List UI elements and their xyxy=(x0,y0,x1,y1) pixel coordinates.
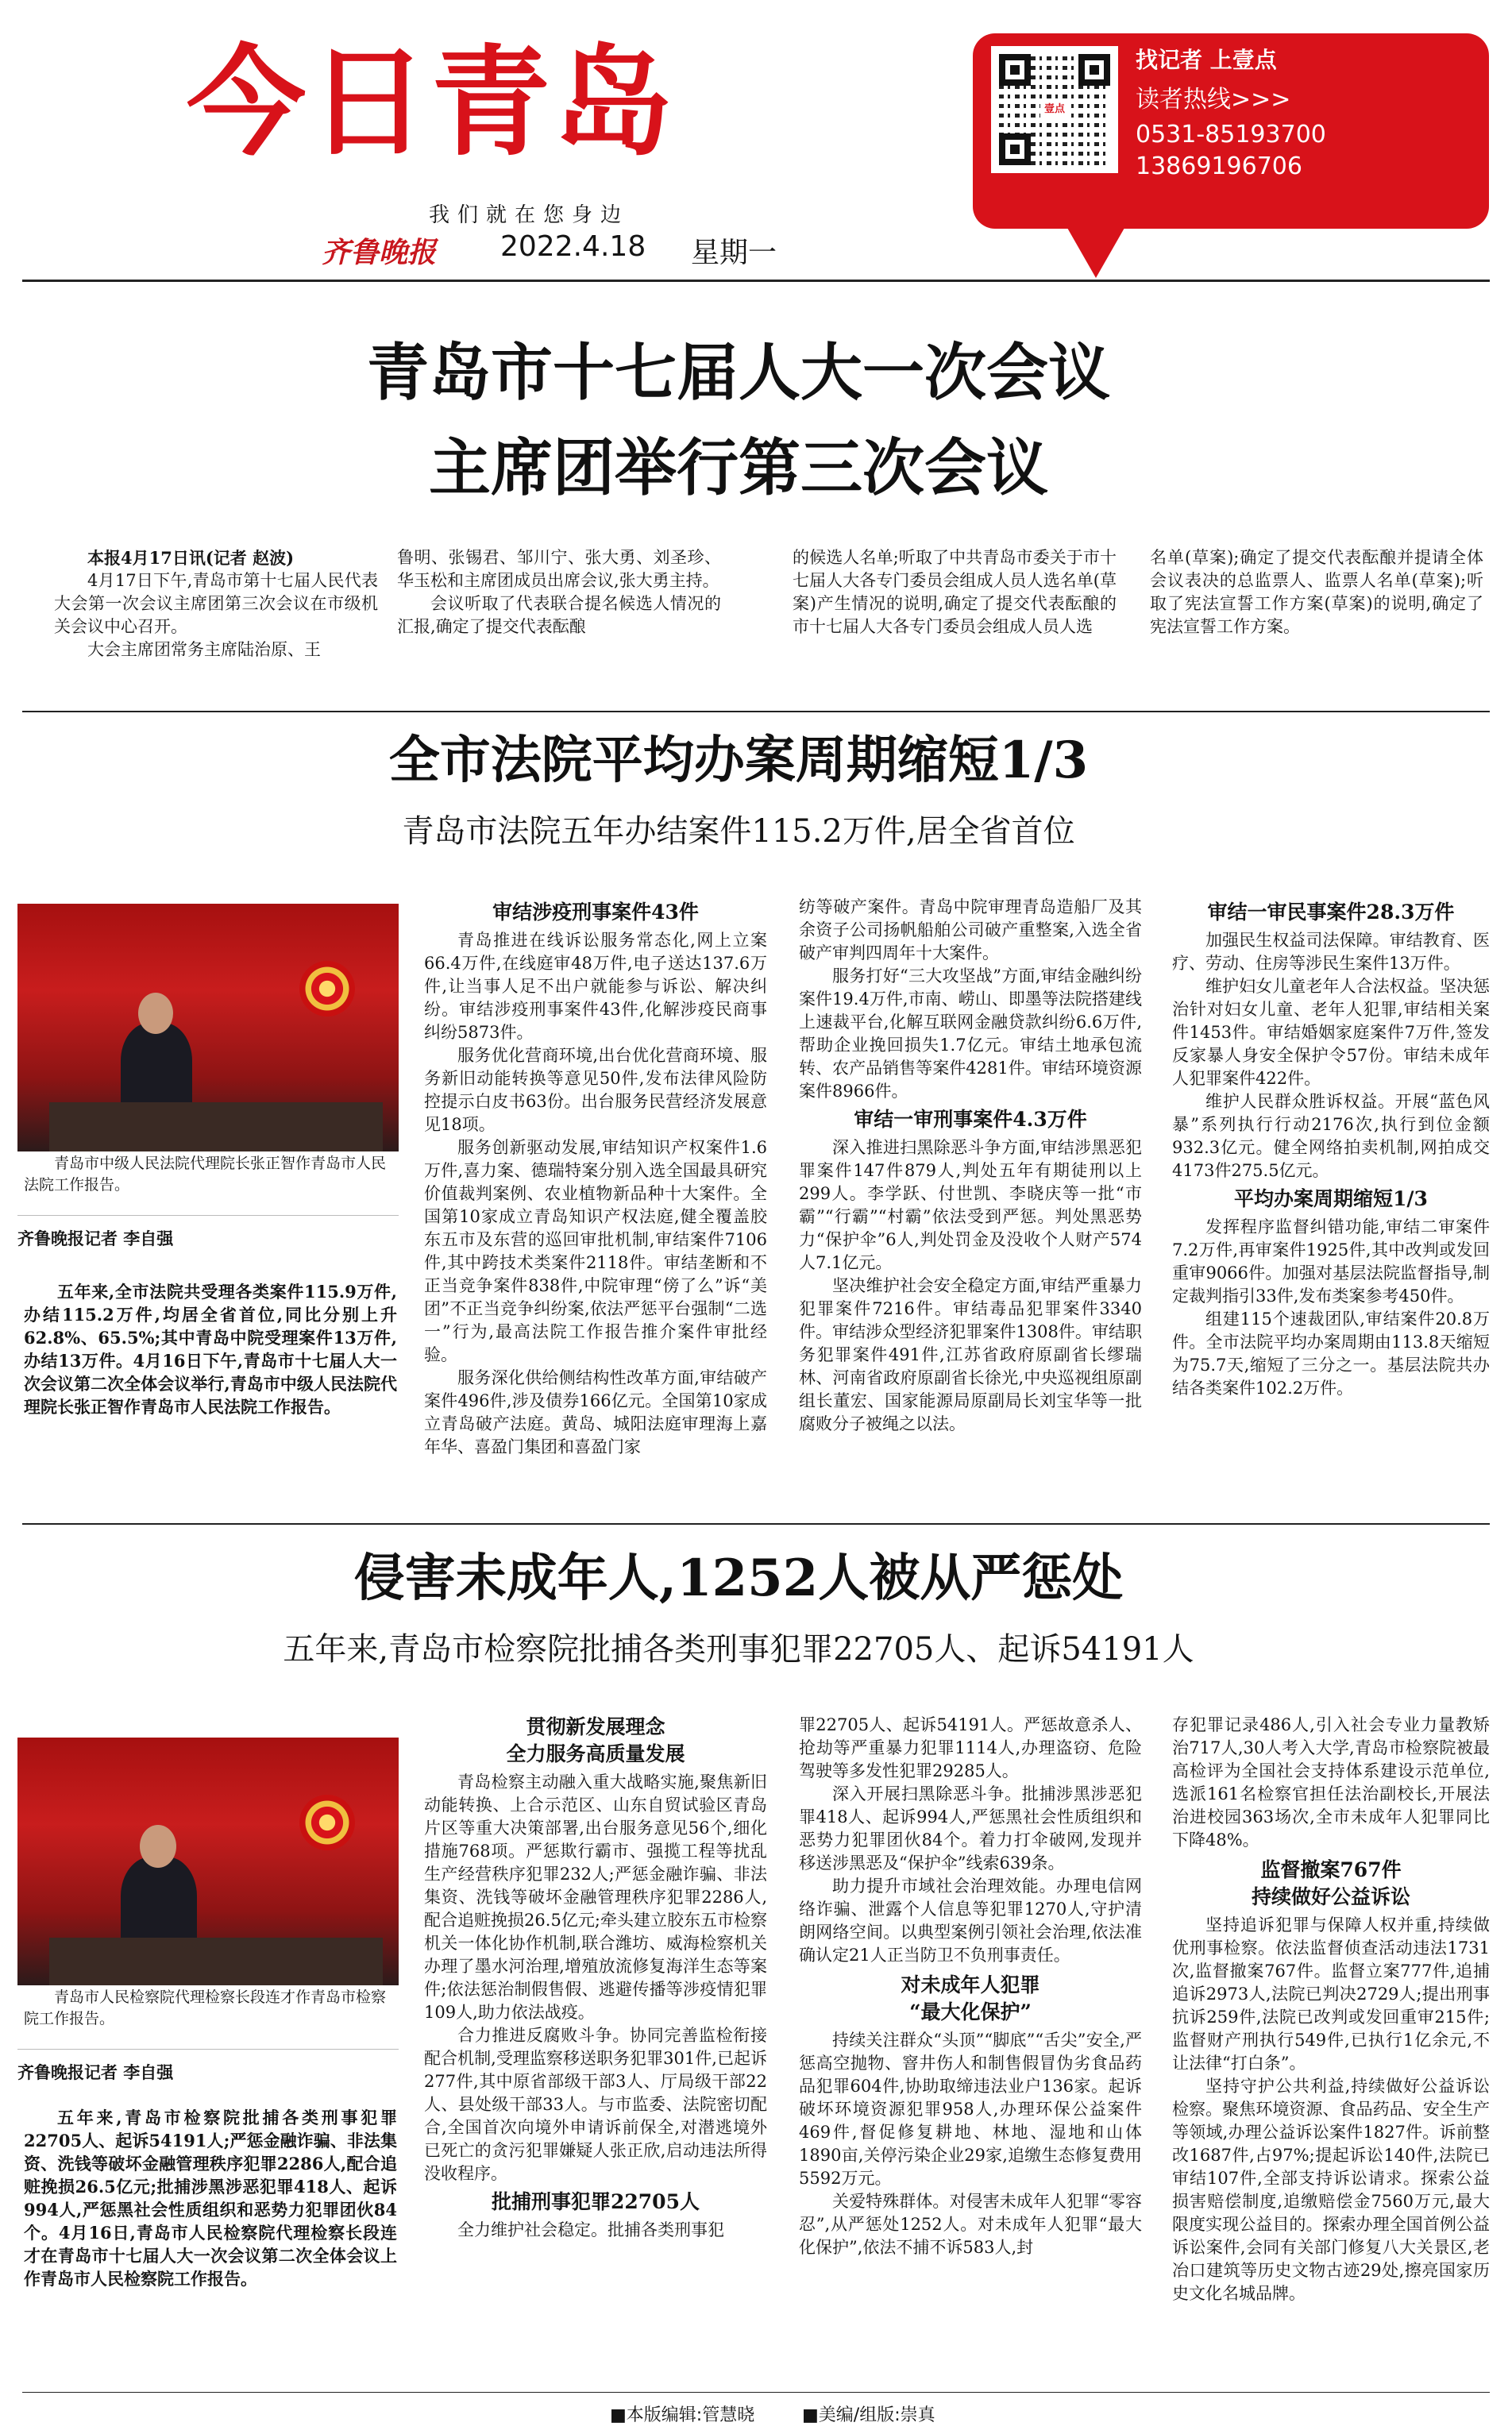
procurator-photo xyxy=(17,1738,399,1985)
qr-logo: 壹点 xyxy=(1040,100,1069,119)
national-emblem-icon xyxy=(299,961,355,1016)
speaker-head-icon xyxy=(138,993,173,1034)
speaker-head-icon xyxy=(140,1825,176,1868)
masthead xyxy=(187,32,774,206)
article1-para: 名单(草案);确定了提交代表酝酿并提请全体会议表决的总监票人、监票人名单(草案);听取了宪法宣誓工作方案(草案)的说明,确定了宪法宣誓工作方案。 xyxy=(1150,548,1483,636)
article3-lead xyxy=(24,2106,397,2290)
slogan: 我们就在您身边 xyxy=(429,203,630,227)
newspaper-title: 今日青岛 xyxy=(187,34,677,172)
body-paragraph: 维护人民群众胜诉权益。开展“蓝色风暴”系列执行行动2176次,执行到位金额932.3亿元。健全网络拍卖机制,网拍成交4173件275.5亿元。 xyxy=(1172,1092,1490,1180)
body-paragraph: 持续关注群众“头顶”“脚底”“舌尖”安全,严惩高空抛物、窨井伤人和制售假冒伪劣食品药品犯罪604件,协助取缔违法业户136家。起诉破坏环境资源犯罪958人,办理环保公益案件469件,督促修复耕地、林地、湿地和山体1890亩,关停污染企业29家,追缴生态修复费用5592万元。 xyxy=(799,2031,1142,2188)
article1-para: 4月17日下午,青岛市第十七届人民代表大会第一次会议主席团第三次会议在市级机关会议中心召开。 xyxy=(54,571,378,636)
body-paragraph: 青岛检察主动融入重大战略实施,聚焦新旧动能转换、上合示范区、山东自贸试验区青岛片区等重大决策部署,出台服务意见56个,细化措施768项。严惩欺行霸市、强揽工程等扰乱生产经营秩序犯罪232人;严惩金融诈骗、非法集资、洗钱等破坏金融管理秩序犯罪2286人,配合追赃挽损26.5亿元;牵头建立胶东五市检察机关一体化协作机制,联合潍坊、威海检察机关办理了墨水河治理,增殖放流修复海洋生态等案件;依法惩治制假售假、逃避传播等涉疫情犯罪109人,助力依法战疫。 xyxy=(424,1772,767,2022)
podium-icon xyxy=(49,1102,383,1151)
body-paragraph: 合力推进反腐败斗争。协同完善监检衔接配合机制,受理监察移送职务犯罪301件,已起诉277件,其中原省部级干部3人、厅局级干部22人、县处级干部33人。与市监委、法院密切配合,全国首次向境外申请诉前保全,对潜逃境外已死亡的贪污犯罪嫌疑人张正欣,启动违法所得没收程序。 xyxy=(424,2026,767,2183)
body-paragraph: 发挥程序监督纠错功能,审结二审案件7.2万件,再审案件1925件,其中改判或发回重审9066件。加强对基层法院监督指导,制定裁判指引33件,发布类案参考450件。 xyxy=(1172,1217,1490,1306)
article3-col4 xyxy=(1172,1714,1490,2305)
contact-line2: 读者热线>>> xyxy=(1136,86,1291,114)
article3-col2 xyxy=(424,1714,767,2242)
body-paragraph: 坚持守护公共利益,持续做好公益诉讼检察。聚焦环境资源、食品药品、安全生产等领域,办理公益诉讼案件1827件。诉前整改1687件,占97%;提起诉讼140件,法院已审结107件,全部支持诉讼请求。探索公益损害赔偿制度,追缴赔偿金7560万元,最大限度实现公益目的。探索办理全国首例公益诉讼案件,会同有关部门修复八大关景区,老冶口建筑等历史文物古迹29处,擦亮国家历史文化名城品牌。 xyxy=(1172,2077,1490,2303)
section-heading: “最大化保护” xyxy=(909,2000,1032,2023)
body-paragraph: 罪22705人、起诉54191人。严惩故意杀人、抢劫等严重暴力犯罪1114人,办理盗窃、危险驾驶等多发性犯罪29285人。 xyxy=(799,1715,1142,1780)
divider xyxy=(22,711,1490,712)
body-paragraph: 坚决维护社会安全稳定方面,审结严重暴力犯罪案件7216件。审结毒品犯罪案件3340件。审结涉众型经济犯罪案件1308件。审结职务犯罪案件491件,江苏省政府原副省长缪瑞林、河南省政府原副省长徐光,中央巡视组原副组长董宏、国家能源局原副局长刘宝华等一批腐败分子被绳之以法。 xyxy=(799,1276,1142,1433)
contact-line1: 找记者 上壹点 xyxy=(1136,47,1277,73)
article1-col3 xyxy=(793,546,1117,638)
footer-divider xyxy=(22,2392,1490,2393)
body-paragraph: 坚持追诉犯罪与保障人权并重,持续做优刑事检察。依法监督侦查活动违法1731次,监督撤案767件。监督立案777件,追捕追诉2973人,法院已判决2729人;提出刑事抗诉259件,法院已改判或发回重审215件;监督财产刑执行549件,已执行1亿余元,不让法律“打白条”。 xyxy=(1172,1915,1490,2073)
bubble-tail-icon xyxy=(1064,222,1128,278)
section-heading: 审结一审民事案件28.3万件 xyxy=(1207,901,1455,924)
article2-subtitle: 青岛市法院五年办结案件115.2万件,居全省首位 xyxy=(402,813,1075,850)
article1-col4 xyxy=(1150,546,1483,638)
section-heading: 全力服务高质量发展 xyxy=(506,1742,685,1765)
body-paragraph: 存犯罪记录486人,引入社会专业力量教矫治717人,30人考入大学,青岛市检察院被最高检评为全国社会支持体系建设示范单位,选派161名检察官担任法治副校长,开展法治进校园363场次,全市未成年人犯罪同比下降48%。 xyxy=(1172,1715,1490,1850)
lead-paragraph: 五年来,青岛市检察院批捕各类刑事犯罪22705人、起诉54191人;严惩金融诈骗、非法集资、洗钱等破坏金融管理秩序犯罪2286人,配合追赃挽损26.5亿元;批捕涉黑涉恶犯罪418人、起诉994人,严惩黑社会性质组织和恶势力犯罪团伙84个。4月16日,青岛市人民检察院代理检察长段连才在青岛市十七届人大一次会议第二次全体会议上作青岛市人民检察院工作报告。 xyxy=(24,2108,397,2289)
section-heading: 审结一审刑事案件4.3万件 xyxy=(854,1108,1087,1131)
body-paragraph: 维护妇女儿童老年人合法权益。坚决惩治针对妇女儿童、老年人犯罪,审结相关案件1453件。审结婚姻家庭案件7万件,签发反家暴人身安全保护令57份。审结未成年人犯罪案件422件。 xyxy=(1172,977,1490,1088)
section-heading: 持续做好公益诉讼 xyxy=(1251,1885,1410,1908)
section-heading: 对未成年人犯罪 xyxy=(901,1973,1040,1996)
article2-col3 xyxy=(799,896,1142,1436)
body-paragraph: 服务深化供给侧结构性改革方面,审结破产案件496件,涉及债券166亿元。全国第10家成立青岛破产法庭。黄岛、城阳法庭审理海上嘉年华、喜盈门集团和喜盈门家 xyxy=(424,1368,767,1456)
body-paragraph: 服务创新驱动发展,审结知识产权案件1.6万件,喜力案、德瑞特案分别入选全国最具研究价值裁判案例、农业植物新品种十大案件。全国第10家成立青岛知识产权法庭,健全覆盖胶东五市及东营的巡回审批机制,审结案件7106件,其中跨技术类案件2118件。审结垄断和不正当竞争案件838件,中院审理“傍了么”诉“美团”不正当竞争纠纷案,依法严惩平台强制“二选一”行为,最高法院工作报告推介案件审批经验。 xyxy=(424,1138,767,1364)
masthead-divider xyxy=(22,280,1490,282)
section-heading: 监督撤案767件 xyxy=(1260,1858,1402,1881)
section-heading: 批捕刑事犯罪22705人 xyxy=(492,2190,700,2213)
article1-title-line1: 青岛市十七届人大一次会议 xyxy=(366,337,1110,409)
section-heading: 平均办案周期缩短1/3 xyxy=(1234,1187,1428,1210)
article3-title: 侵害未成年人,1252人被从严惩处 xyxy=(353,1549,1124,1608)
footer-design: ■美编/组版:崇真 xyxy=(802,2405,935,2425)
photo-caption: 青岛市中级人民法院代理院长张正智作青岛市人民法院工作报告。 xyxy=(24,1155,387,1194)
body-paragraph: 深入开展扫黑除恶斗争。批捕涉黑涉恶犯罪418人、起诉994人,严惩黑社会性质组织和恶势力犯罪团伙84个。着力打伞破网,发现并移送涉黑恶及“保护伞”线索639条。 xyxy=(799,1784,1142,1873)
body-paragraph: 服务优化营商环境,出台优化营商环境、服务新旧动能转换等意见50件,发布法律风险防控提示白皮书63份。出台服务民营经济发展意见18项。 xyxy=(424,1046,767,1134)
byline: 齐鲁晚报记者 李自强 xyxy=(17,1229,174,1248)
photo-caption: 青岛市人民检察院代理检察长段连才作青岛市检察院工作报告。 xyxy=(24,1988,387,2027)
lead-paragraph: 五年来,全市法院共受理各类案件115.9万件,办结115.2万件,均居全省首位,同比分别上升62.8%、65.5%;其中青岛中院受理案件13万件,办结13万件。4月16日下午,青岛市十七届人大一次会议第二次全体会议举行,青岛市中级人民法院代理院长张正智作青岛市人民法院工作报告。 xyxy=(24,1282,397,1417)
byline: 齐鲁晚报记者 李自强 xyxy=(17,2062,174,2082)
article1-para: 鲁明、张锡君、邹川宁、张大勇、刘圣珍、华玉松和主席团成员出席会议,张大勇主持。 xyxy=(397,548,721,590)
podium-icon xyxy=(49,1938,383,1985)
body-paragraph: 服务打好“三大攻坚战”方面,审结金融纠纷案件19.4万件,市南、崂山、即墨等法院搭建线上速裁平台,化解互联网金融贷款纠纷6.6万件,帮助企业挽回损失1.7亿元。审结土地承包流转、农产品销售等案件4281件。审结环境资源案件8966件。 xyxy=(799,966,1142,1101)
court-president-photo xyxy=(17,904,399,1151)
body-paragraph: 加强民生权益司法保障。审结教育、医疗、劳动、住房等涉民生案件13万件。 xyxy=(1172,931,1490,973)
issue-date: 2022.4.18 xyxy=(500,230,646,263)
article1-dateline: 本报4月17日讯(记者 赵波) xyxy=(87,548,295,568)
body-paragraph: 助力提升市域社会治理效能。办理电信网络诈骗、泄露个人信息等犯罪1270人,守护清朗网络空间。以典型案例引领社会治理,依法准确认定21人正当防卫不负刑事责任。 xyxy=(799,1877,1142,1965)
article1-title-line2: 主席团举行第三次会议 xyxy=(428,432,1048,504)
article1-para: 大会主席团常务主席陆治原、王 xyxy=(87,640,321,659)
article2-lead xyxy=(24,1280,397,1418)
issue-weekday: 星期一 xyxy=(691,237,777,269)
article1-col1 xyxy=(54,546,378,662)
national-emblem-icon xyxy=(299,1795,355,1850)
article1-col2 xyxy=(397,546,721,638)
section-heading: 贯彻新发展理念 xyxy=(526,1715,665,1738)
body-paragraph: 深入推进扫黑除恶斗争方面,审结涉黑恶犯罪案件147件879人,判处五年有期徒刑以上299人。李学跃、付世凯、李晓庆等一批“市霸”“行霸”“村霸”依法受到严惩。判处黑恶势力“保护伞”6人,判处罚金及没收个人财产574人7.1亿元。 xyxy=(799,1138,1142,1272)
footer-editor: ■本版编辑:管慧晓 xyxy=(610,2405,755,2425)
article2-title: 全市法院平均办案周期缩短1/3 xyxy=(388,731,1089,790)
divider xyxy=(22,1523,1490,1525)
article3-subtitle: 五年来,青岛市检察院批捕各类刑事犯罪22705人、起诉54191人 xyxy=(283,1631,1194,1668)
section-heading: 审结涉疫刑事案件43件 xyxy=(492,901,699,924)
qr-code-icon[interactable] xyxy=(991,46,1118,173)
article2-col2 xyxy=(424,896,767,1459)
brand-logo: 齐鲁晚报 xyxy=(322,236,437,269)
caption-divider xyxy=(17,1215,399,1216)
body-paragraph: 青岛推进在线诉讼服务常态化,网上立案66.4万件,在线庭审48万件,电子送达137.6万件,让当事人足不出户就能参与诉讼、解决纠纷。审结涉疫刑事案件43件,化解涉疫民商事纠纷5873件。 xyxy=(424,931,767,1042)
caption-divider xyxy=(17,2049,399,2050)
article1-para: 的候选人名单;听取了中共青岛市委关于市十七届人大各专门委员会组成人员人选名单(草案)产生情况的说明,确定了提交代表酝酿的市十七届人大各专门委员会组成人员人选 xyxy=(793,548,1117,636)
contact-phone1[interactable]: 0531-85193700 xyxy=(1136,121,1326,149)
body-paragraph: 全力维护社会稳定。批捕各类刑事犯 xyxy=(457,2220,724,2239)
body-paragraph: 组建115个速裁团队,审结案件20.8万件。全市法院平均办案周期由113.8天缩短为75.7天,缩短了三分之一。基层法院共办结各类案件102.2万件。 xyxy=(1172,1310,1490,1398)
article2-col4 xyxy=(1172,896,1490,1400)
article3-col3 xyxy=(799,1714,1142,2259)
article1-para: 会议听取了代表联合提名候选人情况的汇报,确定了提交代表酝酿 xyxy=(397,594,721,636)
body-paragraph: 纺等破产案件。青岛中院审理青岛造船厂及其余资子公司扬帆船舶公司破产重整案,入选全省破产审判四周年十大案件。 xyxy=(799,897,1142,962)
contact-phone2[interactable]: 13869196706 xyxy=(1136,152,1302,180)
body-paragraph: 关爱特殊群体。对侵害未成年人犯罪“零容忍”,从严惩处1252人。对未成年人犯罪“最大化保护”,依法不捕不诉583人,封 xyxy=(799,2192,1142,2257)
